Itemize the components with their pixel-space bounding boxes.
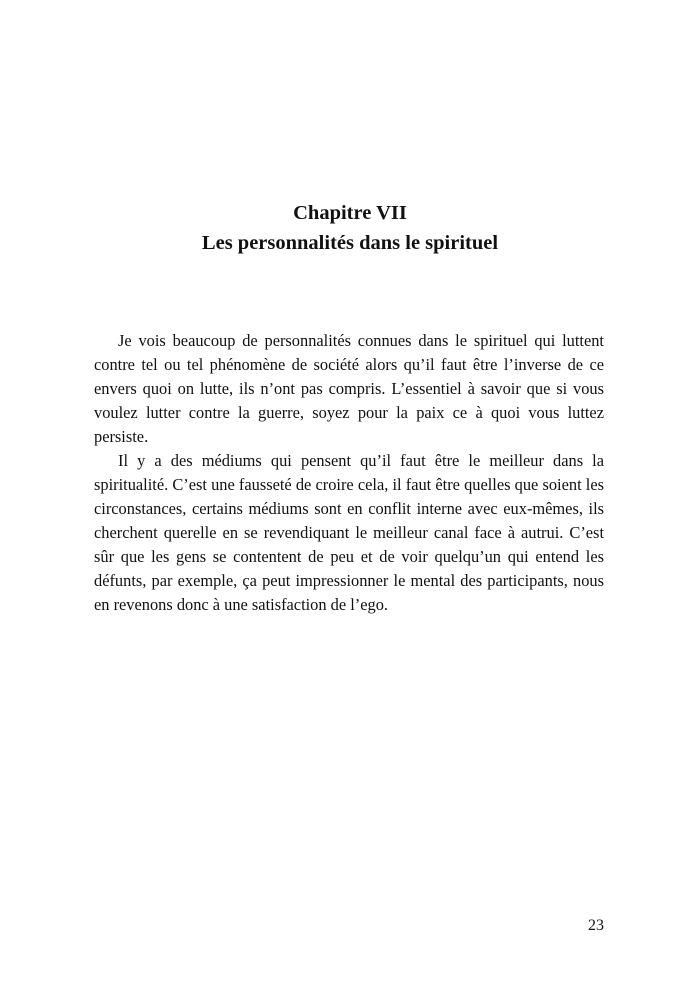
chapter-body xyxy=(94,329,604,617)
paragraph-2: Il y a des médiums qui pensent qu’il faut être le meilleur dans la spiritualité. C’est une fausseté de croire cela, il faut être quelles que soient les circonstances, certains médiums sont en conflit interne avec eux-mêmes, ils cherchent querelle en se revendiquant le meilleur canal face à autrui. C’est sûr que les gens se contentent de peu et de voir quelqu’un qui entend les défunts, par exemple, ça peut impressionner le mental des participants, nous en revenons donc à une satisfaction de l’ego. xyxy=(94,451,604,614)
page-number: 23 xyxy=(588,917,604,934)
chapter-heading xyxy=(0,198,700,258)
chapter-title: Les personnalités dans le spirituel xyxy=(201,232,499,254)
chapter-number: Chapitre VII xyxy=(293,202,407,224)
paragraph-1: Je vois beaucoup de personnalités connues dans le spirituel qui luttent contre tel ou tel phénomène de société alors qu’il faut être l’inverse de ce envers quoi on lutte, ils n’ont pas compris. L’essentiel à savoir que si vous voulez lutter contre la guerre, soyez pour la paix ce à quoi vous luttez persiste. xyxy=(94,331,604,446)
